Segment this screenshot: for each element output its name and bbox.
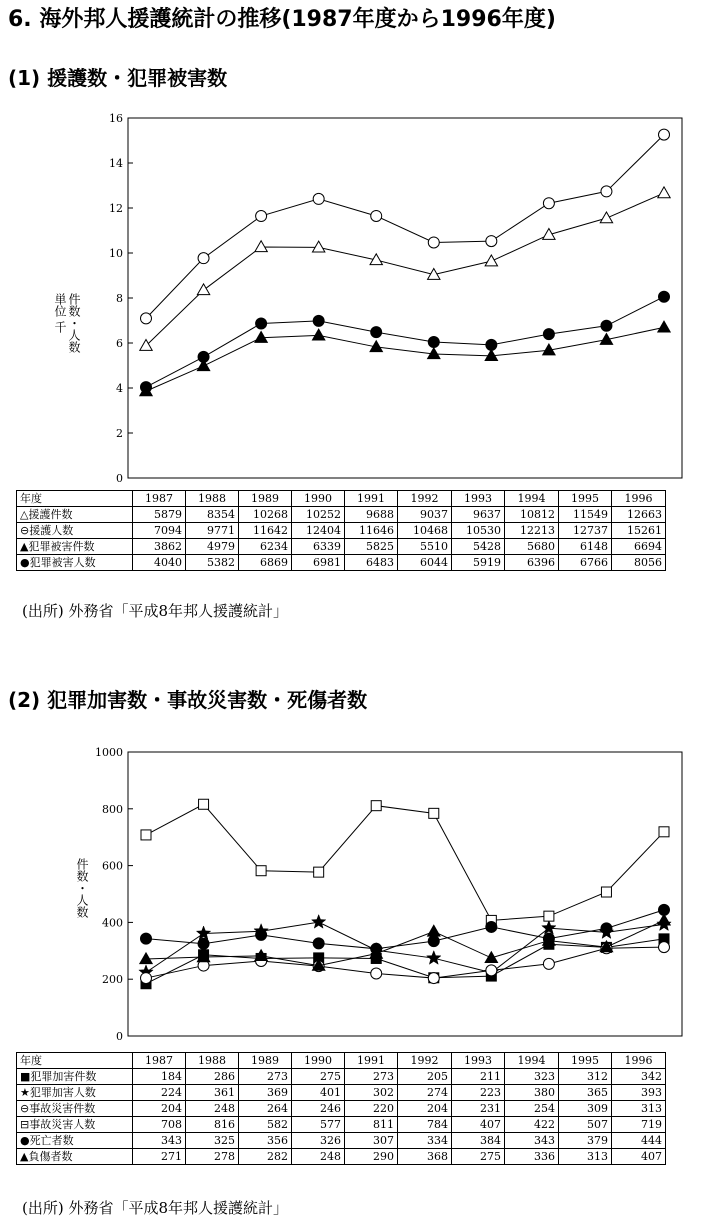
value-cell: 507 — [559, 1117, 612, 1133]
value-cell: 307 — [345, 1133, 398, 1149]
y-tick-label: 1000 — [95, 746, 123, 759]
value-cell: 6981 — [292, 555, 345, 571]
series-label-cell: ⊖援護人数 — [17, 523, 133, 539]
table-header-cell: 1993 — [452, 1053, 505, 1069]
table-header-cell: 1990 — [292, 491, 345, 507]
data-point — [601, 186, 612, 197]
data-point — [255, 332, 267, 343]
series-0 — [140, 187, 670, 350]
data-point — [141, 973, 152, 984]
value-cell: 6869 — [239, 555, 292, 571]
table-header-cell: 1994 — [505, 1053, 559, 1069]
value-cell: 407 — [612, 1149, 666, 1165]
value-cell: 5680 — [505, 539, 559, 555]
value-cell: 334 — [398, 1133, 452, 1149]
source-note-2: (出所) 外務省「平成8年邦人援護統計」 — [22, 1199, 289, 1217]
data-point — [371, 327, 382, 338]
value-cell: 6148 — [559, 539, 612, 555]
value-cell: 343 — [505, 1133, 559, 1149]
data-point — [371, 968, 382, 979]
value-cell: 273 — [345, 1069, 398, 1085]
value-cell: 248 — [186, 1101, 239, 1117]
data-point — [659, 942, 670, 953]
data-point — [197, 284, 209, 295]
data-point — [486, 236, 497, 247]
value-cell: 275 — [292, 1069, 345, 1085]
data-point — [371, 210, 382, 221]
value-cell: 407 — [452, 1117, 505, 1133]
value-cell: 220 — [345, 1101, 398, 1117]
section-1-title: (1) 援護数・犯罪被害数 — [8, 66, 228, 90]
data-point — [428, 925, 440, 936]
value-cell: 5825 — [345, 539, 398, 555]
data-point — [312, 329, 324, 340]
page-title: 6. 海外邦人援護統計の推移(1987年度から1996年度) — [8, 7, 556, 32]
value-cell: 365 — [559, 1085, 612, 1101]
table-row — [17, 1117, 666, 1133]
y-tick-label: 0 — [116, 472, 123, 485]
table-row — [17, 1101, 666, 1117]
y-tick-label: 16 — [109, 112, 123, 125]
value-cell: 211 — [452, 1069, 505, 1085]
data-point — [312, 915, 326, 929]
table-header-cell: 1991 — [345, 491, 398, 507]
value-cell: 12737 — [559, 523, 612, 539]
value-cell: 3862 — [133, 539, 186, 555]
value-cell: 444 — [612, 1133, 666, 1149]
data-point — [427, 951, 441, 965]
value-cell: 5382 — [186, 555, 239, 571]
table-header-cell: 1992 — [398, 491, 452, 507]
value-cell: 336 — [505, 1149, 559, 1165]
series-label-cell: ●死亡者数 — [17, 1133, 133, 1149]
value-cell: 11646 — [345, 523, 398, 539]
data-point — [601, 923, 612, 934]
data-point — [198, 938, 209, 949]
value-cell: 811 — [345, 1117, 398, 1133]
table-header-cell: 1992 — [398, 1053, 452, 1069]
value-cell: 248 — [292, 1149, 345, 1165]
y-tick-label: 2 — [116, 427, 123, 440]
value-cell: 231 — [452, 1101, 505, 1117]
table-header-cell: 1989 — [239, 491, 292, 507]
value-cell: 246 — [292, 1101, 345, 1117]
table-row — [17, 507, 666, 523]
series-2 — [141, 942, 670, 984]
table-header-row — [17, 1053, 666, 1069]
series-label-cell: ★犯罪加害人数 — [17, 1085, 133, 1101]
value-cell: 5919 — [452, 555, 505, 571]
data-point — [543, 329, 554, 340]
value-cell: 12663 — [612, 507, 666, 523]
table-row — [17, 555, 666, 571]
data-point — [256, 929, 267, 940]
data-point — [429, 808, 439, 818]
data-point — [428, 973, 439, 984]
data-point — [198, 253, 209, 264]
data-point — [658, 914, 670, 925]
data-point — [486, 921, 497, 932]
value-cell: 184 — [133, 1069, 186, 1085]
table-header-cell: 1996 — [612, 491, 666, 507]
value-cell: 6044 — [398, 555, 452, 571]
value-cell: 5510 — [398, 539, 452, 555]
value-cell: 10268 — [239, 507, 292, 523]
data-point — [485, 952, 497, 963]
value-cell: 6483 — [345, 555, 398, 571]
series-line — [146, 939, 664, 984]
data-point — [428, 237, 439, 248]
value-cell: 312 — [559, 1069, 612, 1085]
data-point — [141, 313, 152, 324]
value-cell: 577 — [292, 1117, 345, 1133]
value-cell: 708 — [133, 1117, 186, 1133]
value-cell: 273 — [239, 1069, 292, 1085]
data-point — [659, 291, 670, 302]
y-tick-label: 400 — [102, 916, 123, 930]
value-cell: 205 — [398, 1069, 452, 1085]
series-label-cell: ▲負傷者数 — [17, 1149, 133, 1165]
value-cell: 582 — [239, 1117, 292, 1133]
value-cell: 10530 — [452, 523, 505, 539]
series-line — [146, 920, 664, 965]
series-line — [146, 297, 664, 387]
series-5 — [140, 914, 670, 970]
value-cell: 379 — [559, 1133, 612, 1149]
value-cell: 384 — [452, 1133, 505, 1149]
value-cell: 401 — [292, 1085, 345, 1101]
series-3 — [141, 799, 669, 925]
y-tick-label: 12 — [109, 202, 123, 215]
y-tick-label: 10 — [109, 247, 123, 260]
value-cell: 4979 — [186, 539, 239, 555]
series-line — [146, 922, 664, 973]
value-cell: 11549 — [559, 507, 612, 523]
value-cell: 271 — [133, 1149, 186, 1165]
data-point — [196, 926, 210, 940]
value-cell: 325 — [186, 1133, 239, 1149]
series-2 — [140, 321, 670, 396]
data-table-2 — [16, 1052, 666, 1165]
y-tick-label: 8 — [116, 292, 123, 305]
data-point — [428, 936, 439, 947]
value-cell: 5879 — [133, 507, 186, 523]
data-point — [658, 321, 670, 332]
value-cell: 10468 — [398, 523, 452, 539]
data-point — [428, 337, 439, 348]
data-point — [141, 382, 152, 393]
y-tick-label: 800 — [102, 802, 123, 816]
series-label-cell: △援護件数 — [17, 507, 133, 523]
value-cell: 784 — [398, 1117, 452, 1133]
value-cell: 224 — [133, 1085, 186, 1101]
value-cell: 10252 — [292, 507, 345, 523]
data-point — [486, 339, 497, 350]
series-line — [146, 193, 664, 346]
data-point — [371, 801, 381, 811]
value-cell: 369 — [239, 1085, 292, 1101]
series-label-cell: ⊖事故災害件数 — [17, 1101, 133, 1117]
data-point — [140, 953, 152, 964]
data-point — [543, 198, 554, 209]
data-point — [313, 315, 324, 326]
value-cell: 9037 — [398, 507, 452, 523]
table-header-cell: 年度 — [17, 1053, 133, 1069]
value-cell: 719 — [612, 1117, 666, 1133]
data-point — [544, 911, 554, 921]
value-cell: 368 — [398, 1149, 452, 1165]
data-point — [601, 887, 611, 897]
table-header-cell: 1995 — [559, 1053, 612, 1069]
y-tick-label: 4 — [116, 382, 123, 395]
value-cell: 343 — [133, 1133, 186, 1149]
data-point — [313, 938, 324, 949]
y-axis-label: 件数・人数 — [67, 293, 81, 353]
value-cell: 278 — [186, 1149, 239, 1165]
value-cell: 313 — [559, 1149, 612, 1165]
table-row — [17, 523, 666, 539]
value-cell: 204 — [133, 1101, 186, 1117]
chart-1 — [0, 108, 701, 488]
series-line — [146, 947, 664, 978]
data-point — [256, 211, 267, 222]
value-cell: 6766 — [559, 555, 612, 571]
value-cell: 380 — [505, 1085, 559, 1101]
value-cell: 393 — [612, 1085, 666, 1101]
value-cell: 254 — [505, 1101, 559, 1117]
table-header-row — [17, 491, 666, 507]
y-tick-label: 6 — [116, 337, 123, 350]
series-3 — [141, 291, 670, 392]
value-cell: 356 — [239, 1133, 292, 1149]
data-point — [199, 799, 209, 809]
value-cell: 290 — [345, 1149, 398, 1165]
plot-frame — [128, 118, 682, 478]
value-cell: 422 — [505, 1117, 559, 1133]
table-row — [17, 1085, 666, 1101]
series-label-cell: ▲犯罪被害件数 — [17, 539, 133, 555]
table-header-cell: 1988 — [186, 491, 239, 507]
value-cell: 275 — [452, 1149, 505, 1165]
value-cell: 816 — [186, 1117, 239, 1133]
value-cell: 9771 — [186, 523, 239, 539]
y-tick-label: 200 — [102, 973, 123, 987]
series-line — [146, 804, 664, 920]
table-row — [17, 1133, 666, 1149]
value-cell: 7094 — [133, 523, 186, 539]
value-cell: 342 — [612, 1069, 666, 1085]
value-cell: 302 — [345, 1085, 398, 1101]
y-tick-label: 600 — [102, 859, 123, 873]
data-point — [658, 187, 670, 198]
y-axis-unit: 単位 千 — [53, 293, 67, 333]
value-cell: 204 — [398, 1101, 452, 1117]
data-point — [255, 241, 267, 252]
data-point — [256, 318, 267, 329]
value-cell: 11642 — [239, 523, 292, 539]
data-point — [659, 129, 670, 140]
value-cell: 274 — [398, 1085, 452, 1101]
data-point — [312, 241, 324, 252]
value-cell: 5428 — [452, 539, 505, 555]
y-axis-label: 件数・人数 — [75, 858, 89, 918]
series-label-cell: ●犯罪被害人数 — [17, 555, 133, 571]
data-point — [198, 351, 209, 362]
data-point — [314, 867, 324, 877]
value-cell: 6339 — [292, 539, 345, 555]
value-cell: 8056 — [612, 555, 666, 571]
value-cell: 309 — [559, 1101, 612, 1117]
value-cell: 323 — [505, 1069, 559, 1085]
data-point — [659, 827, 669, 837]
value-cell: 6234 — [239, 539, 292, 555]
value-cell: 12404 — [292, 523, 345, 539]
value-cell: 6396 — [505, 555, 559, 571]
table-header-cell: 1995 — [559, 491, 612, 507]
data-point — [600, 212, 612, 223]
value-cell: 313 — [612, 1101, 666, 1117]
data-point — [141, 933, 152, 944]
value-cell: 6694 — [612, 539, 666, 555]
table-row — [17, 539, 666, 555]
table-header-cell: 1994 — [505, 491, 559, 507]
table-header-cell: 1991 — [345, 1053, 398, 1069]
data-point — [313, 193, 324, 204]
data-point — [141, 830, 151, 840]
value-cell: 9688 — [345, 507, 398, 523]
value-cell: 15261 — [612, 523, 666, 539]
series-label-cell: ■犯罪加害件数 — [17, 1069, 133, 1085]
table-header-cell: 1989 — [239, 1053, 292, 1069]
table-header-cell: 1987 — [133, 1053, 186, 1069]
value-cell: 8354 — [186, 507, 239, 523]
series-1 — [141, 129, 670, 324]
value-cell: 9637 — [452, 507, 505, 523]
data-table-1 — [16, 490, 666, 571]
y-tick-label: 14 — [109, 157, 123, 170]
data-point — [601, 320, 612, 331]
y-tick-label: 0 — [116, 1030, 123, 1043]
table-header-cell: 1993 — [452, 491, 505, 507]
data-point — [486, 965, 497, 976]
value-cell: 286 — [186, 1069, 239, 1085]
table-row — [17, 1069, 666, 1085]
value-cell: 4040 — [133, 555, 186, 571]
value-cell: 282 — [239, 1149, 292, 1165]
table-header-cell: 1988 — [186, 1053, 239, 1069]
table-header-cell: 1990 — [292, 1053, 345, 1069]
value-cell: 361 — [186, 1085, 239, 1101]
series-line — [146, 135, 664, 319]
value-cell: 223 — [452, 1085, 505, 1101]
series-label-cell: ⊟事故災害人数 — [17, 1117, 133, 1133]
table-header-cell: 1987 — [133, 491, 186, 507]
value-cell: 10812 — [505, 507, 559, 523]
plot-frame — [128, 752, 682, 1036]
data-point — [543, 958, 554, 969]
table-header-cell: 年度 — [17, 491, 133, 507]
value-cell: 264 — [239, 1101, 292, 1117]
value-cell: 12213 — [505, 523, 559, 539]
value-cell: 326 — [292, 1133, 345, 1149]
data-point — [485, 255, 497, 266]
chart-2 — [0, 740, 701, 1050]
source-note-1: (出所) 外務省「平成8年邦人援護統計」 — [22, 602, 289, 620]
data-point — [256, 866, 266, 876]
table-row — [17, 1149, 666, 1165]
section-2-title: (2) 犯罪加害数・事故災害数・死傷者数 — [8, 688, 368, 712]
table-header-cell: 1996 — [612, 1053, 666, 1069]
